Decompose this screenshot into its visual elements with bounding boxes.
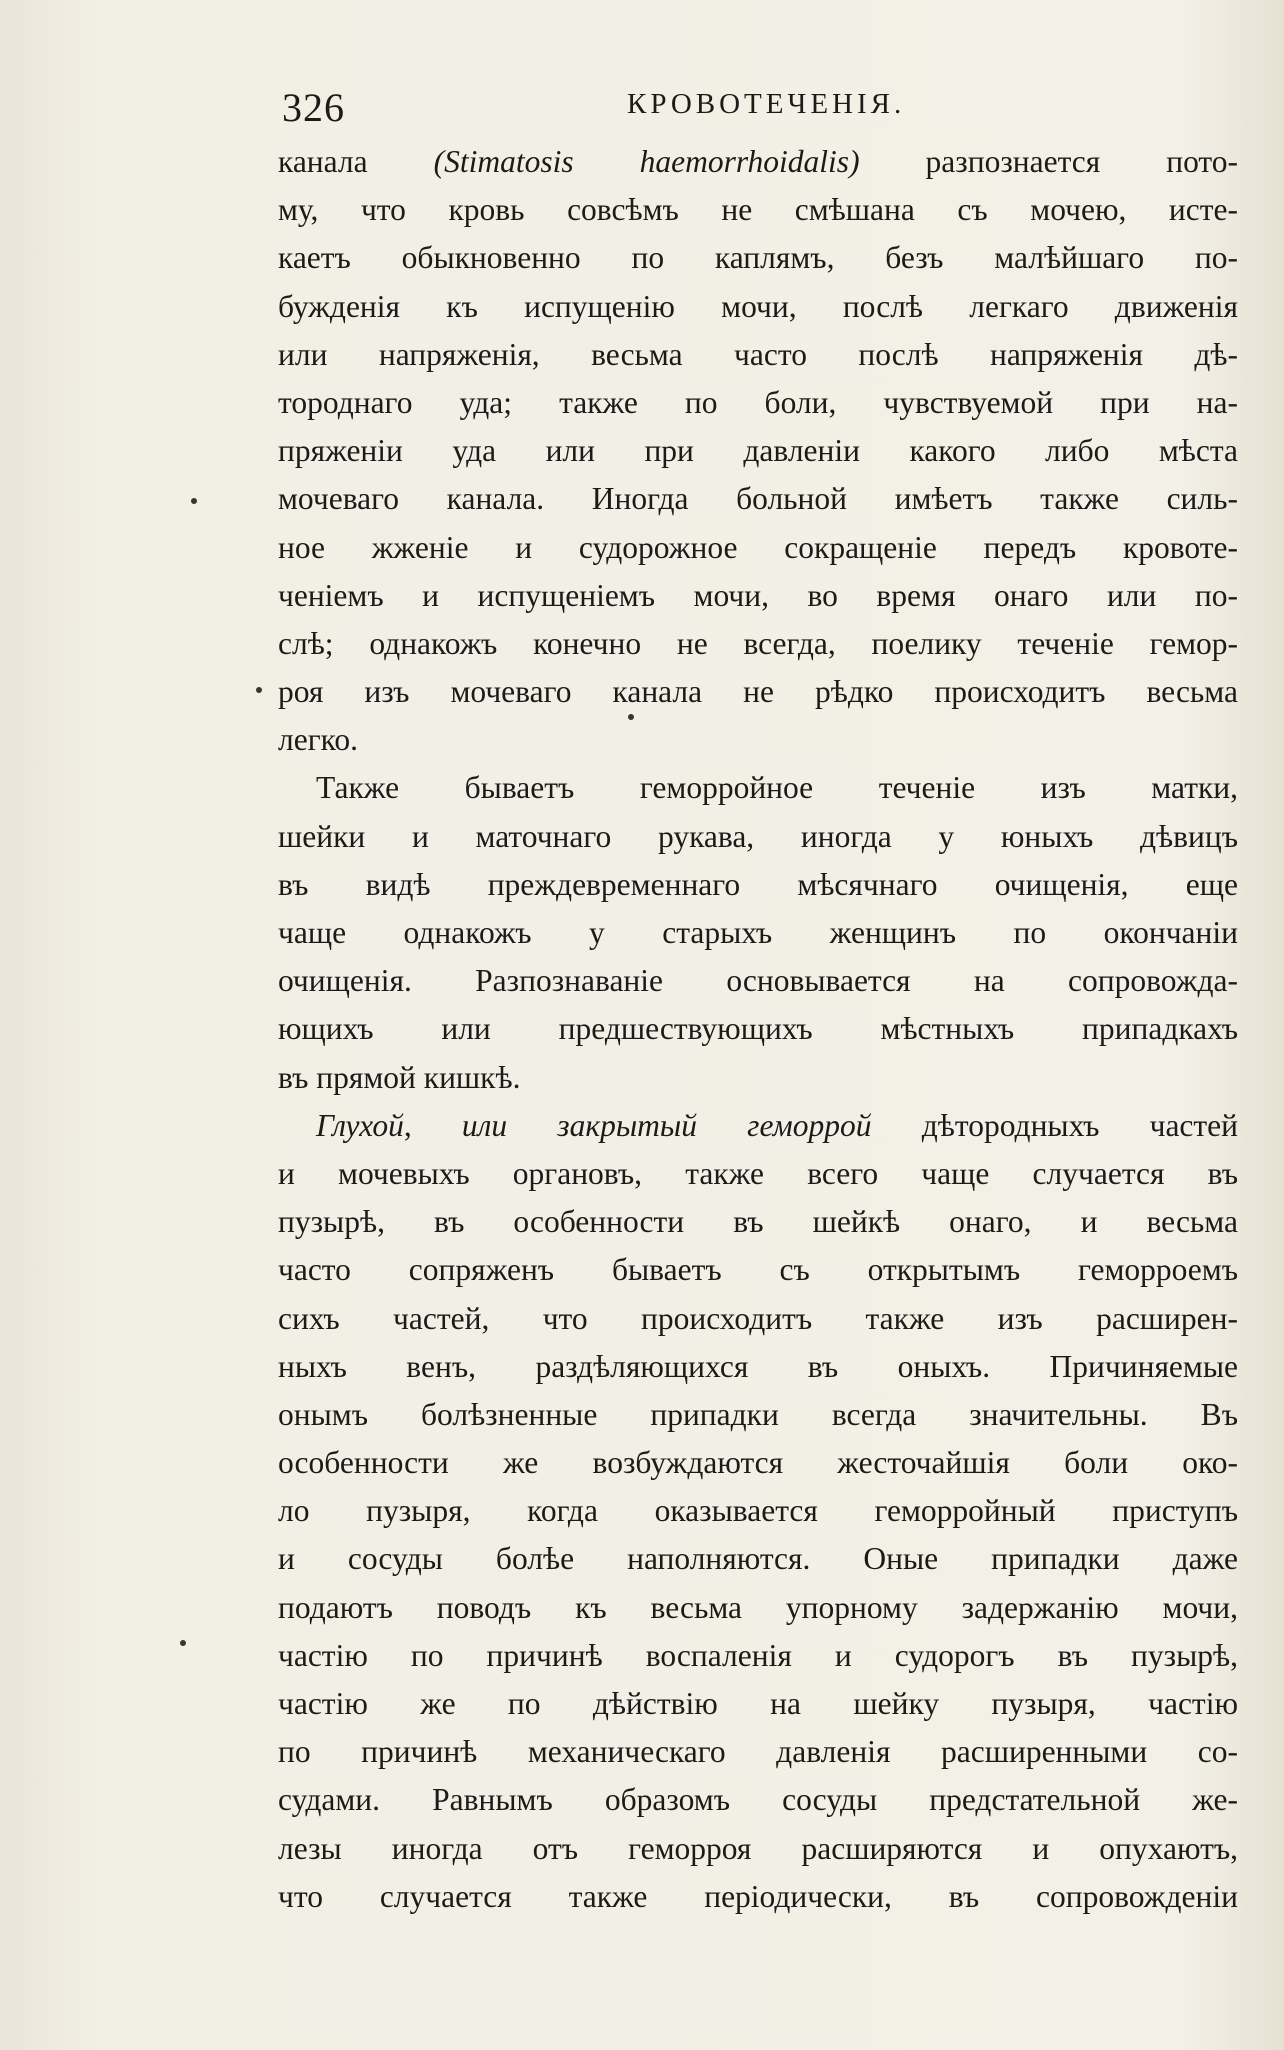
text-run: часто сопряженъ бываетъ съ открытымъ геморроемъ	[278, 1252, 1238, 1288]
text-line	[278, 524, 1238, 572]
text-run: каетъ обыкновенно по каплямъ, безъ малѣйшаго по-	[278, 240, 1238, 276]
text-line	[278, 1295, 1238, 1343]
text-line	[278, 1680, 1238, 1728]
text-line	[278, 861, 1238, 909]
text-line	[278, 716, 1238, 764]
text-line	[278, 1776, 1238, 1824]
text-line	[278, 1825, 1238, 1873]
text-run: и сосуды болѣе наполняются. Оные припадки даже	[278, 1541, 1238, 1577]
text-run: лезы иногда отъ геморроя расширяются и опухаютъ,	[278, 1830, 1238, 1866]
text-line	[278, 186, 1238, 234]
margin-speck	[256, 687, 262, 693]
text-run: ,	[403, 1107, 462, 1143]
text-run: ныхъ венъ, раздѣляющихся въ оныхъ. Причиняемые	[278, 1348, 1238, 1384]
text-run: особенности же возбуждаются жесточайшія боли око-	[278, 1445, 1238, 1481]
text-run: по причинѣ механическаго давленія расширенными со-	[278, 1734, 1238, 1770]
text-run: канала	[278, 144, 434, 179]
running-title: КРОВОТЕЧЕНІЯ.	[627, 88, 906, 120]
text-line	[278, 1391, 1238, 1439]
text-run: въ прямой кишкѣ.	[278, 1059, 521, 1095]
text-line	[278, 283, 1238, 331]
text-line	[278, 234, 1238, 282]
text-run: Также бываетъ геморройное теченіе изъ матки,	[316, 770, 1238, 806]
text-line	[278, 1005, 1238, 1053]
text-run: легко.	[278, 722, 358, 758]
text-run: очищенія. Разпознаваніе основывается на сопровожда-	[278, 963, 1238, 999]
text-run: пряженіи уда или при давленіи какого либо мѣста	[278, 433, 1238, 469]
text-line	[278, 957, 1238, 1005]
text-line	[278, 1439, 1238, 1487]
text-run: и мочевыхъ органовъ, также всего чаще случается въ	[278, 1155, 1238, 1191]
text-line	[278, 138, 1238, 186]
text-run: въ видѣ преждевременнаго мѣсячнаго очищенія, еще	[278, 866, 1238, 902]
text-run: онымъ болѣзненные припадки всегда значительны. Въ	[278, 1396, 1238, 1432]
text-run: му, что кровь совсѣмъ не смѣшана съ мочею, исте-	[278, 192, 1238, 228]
text-line	[278, 1102, 1238, 1150]
text-line	[278, 1584, 1238, 1632]
text-line	[278, 1054, 1238, 1102]
italic-text-run: Глухой	[316, 1107, 404, 1143]
text-run: разпознается пото-	[859, 144, 1238, 179]
text-run: частію по причинѣ воспаленія и судорогъ въ пузырѣ,	[278, 1637, 1238, 1673]
margin-speck	[191, 498, 197, 504]
text-line	[278, 813, 1238, 861]
margin-speck	[628, 714, 634, 720]
text-line	[278, 379, 1238, 427]
text-run: ющихъ или предшествующихъ мѣстныхъ припадкахъ	[278, 1011, 1238, 1047]
text-line	[278, 620, 1238, 668]
text-run: бужденія къ испущенію мочи, послѣ легкаго движенія	[278, 288, 1238, 324]
text-run: или напряженія, весьма часто послѣ напряженія дѣ-	[278, 336, 1238, 372]
text-run: пузырѣ, въ особенности въ шейкѣ онаго, и весьма	[278, 1204, 1238, 1240]
text-line	[278, 475, 1238, 523]
text-line	[278, 1343, 1238, 1391]
text-line	[278, 764, 1238, 812]
text-line	[278, 572, 1238, 620]
text-line	[278, 1150, 1238, 1198]
margin-speck	[180, 1640, 186, 1646]
page-header	[282, 84, 1242, 140]
text-run: ченіемъ и испущеніемъ мочи, во время онаго или по-	[278, 577, 1238, 613]
text-line	[278, 427, 1238, 475]
text-run: что случается также періодически, въ сопровожденіи	[278, 1878, 1238, 1914]
text-run: слѣ; однакожъ конечно не всегда, поелику теченіе гемор-	[278, 625, 1238, 661]
body-text	[278, 138, 1238, 1921]
text-line	[278, 909, 1238, 957]
text-line	[278, 1535, 1238, 1583]
text-line	[278, 1246, 1238, 1294]
text-line	[278, 1198, 1238, 1246]
text-run: сихъ частей, что происходитъ также изъ расширен-	[278, 1300, 1238, 1336]
text-run: частію же по дѣйствію на шейку пузыря, частію	[278, 1686, 1238, 1721]
text-line	[278, 331, 1238, 379]
text-run: тороднаго уда; также по боли, чувствуемой при на-	[278, 384, 1238, 420]
text-line	[278, 1632, 1238, 1680]
text-run: чаще однакожъ у старыхъ женщинъ по окончаніи	[278, 915, 1238, 950]
text-run: дѣтородныхъ частей	[871, 1107, 1239, 1143]
italic-text-run: (Stimatosis haemorrhoidalis)	[433, 144, 860, 179]
text-run: мочеваго канала. Иногда больной имѣетъ также силь-	[278, 481, 1238, 517]
text-line	[278, 1728, 1238, 1776]
text-run: ное жженіе и судорожное сокращеніе передъ кровоте-	[278, 529, 1238, 565]
text-run: роя изъ мочеваго канала не рѣдко происходитъ весьма	[278, 674, 1238, 710]
text-run: подаютъ поводъ къ весьма упорному задержанію мочи,	[278, 1589, 1238, 1625]
italic-text-run: или закрытый геморрой	[461, 1107, 872, 1143]
text-line	[278, 1873, 1238, 1921]
text-line	[278, 1487, 1238, 1535]
text-line	[278, 668, 1238, 716]
text-run: судами. Равнымъ образомъ сосуды предстательной же-	[278, 1782, 1238, 1818]
text-run: ло пузыря, когда оказывается геморройный приступъ	[278, 1493, 1238, 1529]
text-run: шейки и маточнаго рукава, иногда у юныхъ дѣвицъ	[278, 818, 1238, 854]
page-number: 326	[282, 85, 345, 130]
